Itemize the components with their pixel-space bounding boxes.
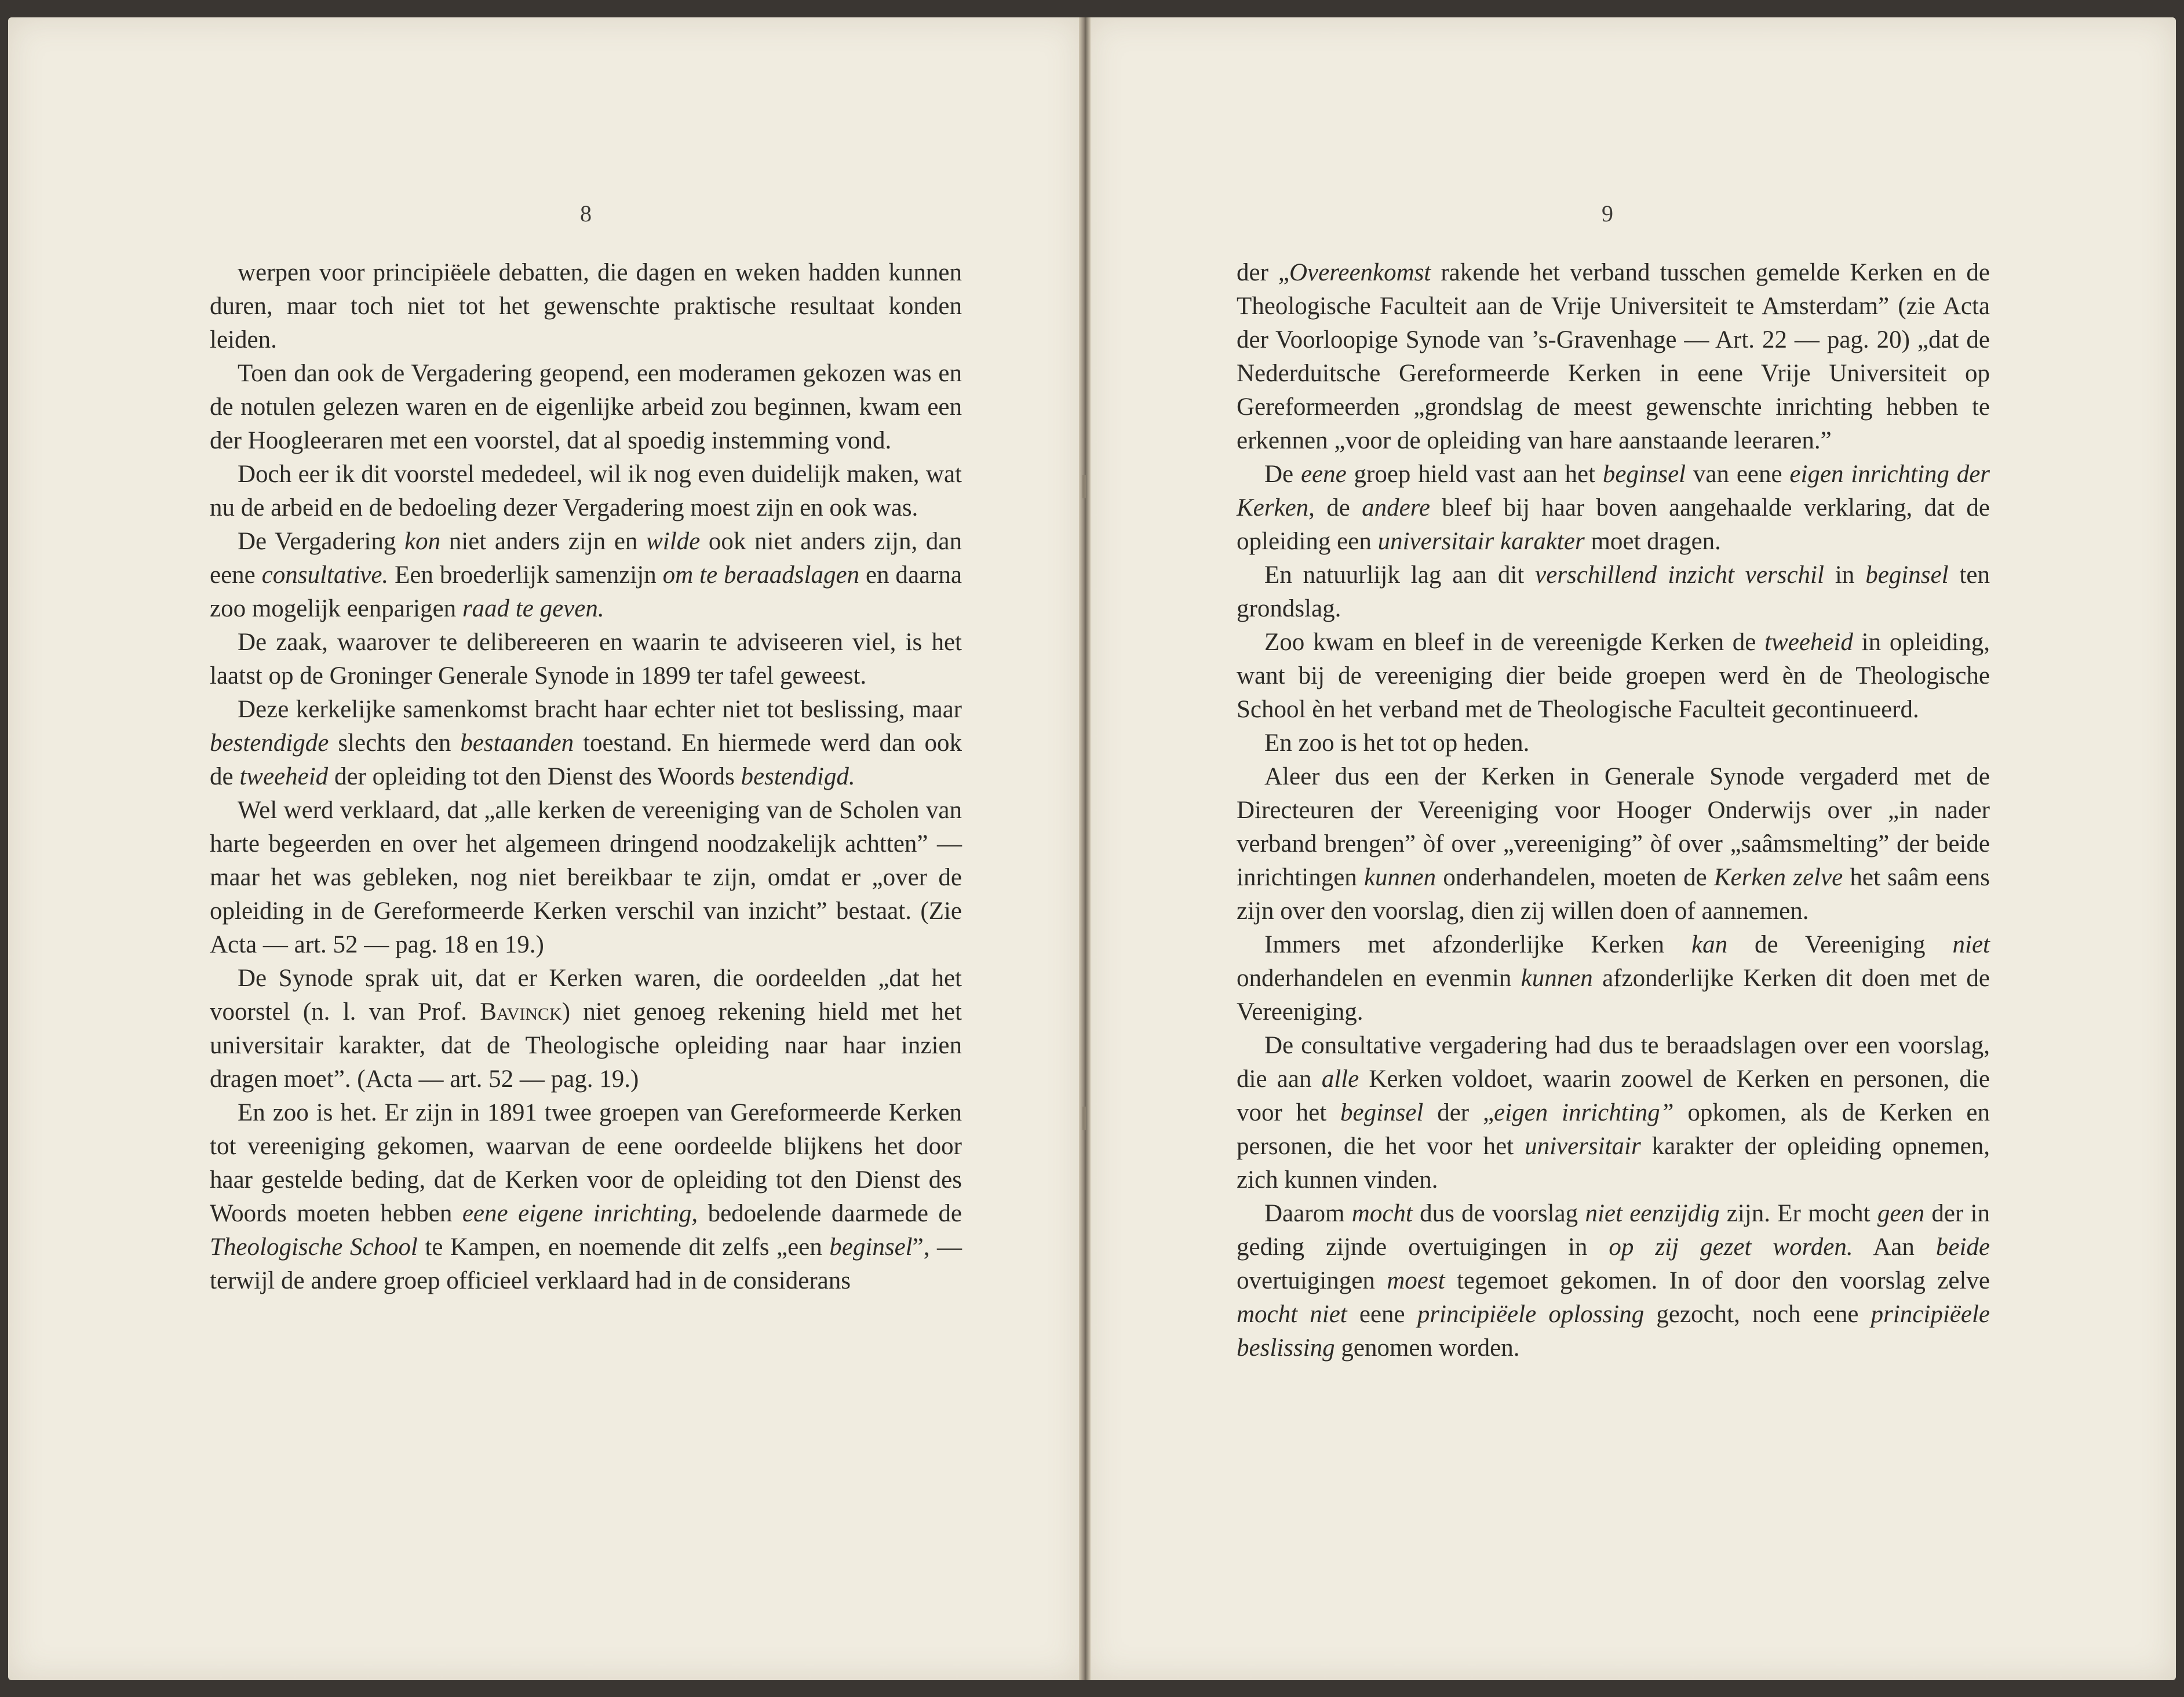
paragraph <box>1237 1197 1990 1365</box>
italic-text: eene <box>1300 461 1347 488</box>
text-run: Een broederlijk samenzijn <box>388 561 663 589</box>
text-run: in <box>1824 561 1866 589</box>
italic-text: beginsel <box>1602 461 1686 488</box>
text-run: De zaak, waarover te delibereeren en waarin te adviseeren viel, is het laatst op de Groninger Generale Synode in 1899 ter tafel geweest. <box>210 629 962 689</box>
italic-text: moest <box>1387 1267 1445 1294</box>
binding-mark <box>1082 1107 1086 1130</box>
right-page-text <box>1237 256 1990 1365</box>
text-run: zijn. Er mocht <box>1719 1200 1877 1227</box>
italic-text: geen <box>1877 1200 1925 1227</box>
text-run: En zoo is het tot op heden. <box>1264 729 1530 757</box>
text-run: Immers met afzonderlijke Kerken <box>1264 931 1691 958</box>
italic-text: kunnen <box>1521 965 1593 992</box>
text-run: eene <box>1347 1301 1417 1328</box>
italic-text: alle <box>1321 1065 1359 1093</box>
text-run: toestand. En hiermede werd dan ook de <box>210 729 962 790</box>
page-number-right: 9 <box>1602 200 1614 227</box>
paragraph <box>1237 256 1990 458</box>
italic-text: consultative. <box>261 561 389 589</box>
text-run: De <box>1264 461 1301 488</box>
paragraph <box>210 458 962 525</box>
paragraph <box>1237 1029 1990 1197</box>
italic-text: universitair karakter <box>1377 528 1585 555</box>
paragraph <box>1237 928 1990 1029</box>
text-run: Aleer dus een der Kerken in Generale Synode vergaderd met de Directeuren der Vereeniging voor Hooger Onderwijs over „in nader verband brengen” òf over „vereeniging” òf over „saâmsmelting” der beide inrichtingen <box>1237 763 1990 891</box>
text-run: de Vereeniging <box>1727 931 1953 958</box>
italic-text: bestendigde <box>210 729 329 757</box>
italic-text: tweeheid <box>1764 629 1853 656</box>
text-run: tegemoet gekomen. In of door den voorslag zelve <box>1445 1267 1990 1294</box>
italic-text: raad te geven. <box>462 595 604 622</box>
text-run: onderhandelen, moeten de <box>1436 864 1714 891</box>
text-run: En zoo is het. Er zijn in 1891 twee groepen van Gereformeerde Kerken tot vereeniging gekomen, waarvan de eene oordeelde blijkens het door haar gestelde beding, dat de Kerken voor de opleiding tot den Dienst des Woords moeten hebben <box>210 1099 962 1227</box>
italic-text: eene eigene inrichting, <box>462 1200 698 1227</box>
left-page <box>8 17 1082 1680</box>
paragraph <box>210 357 962 458</box>
paragraph <box>210 1096 962 1298</box>
text-run: Bavinck <box>480 998 562 1026</box>
text-run: ) niet genoeg rekening hield met het universitair karakter, dat de Theologische opleiding naar haar inzien dragen moet”. (Acta — art. 52 — pag. 19.) <box>210 998 962 1093</box>
text-run: Daarom <box>1264 1200 1352 1227</box>
text-run: opkomen, als de Kerken en personen, die het voor het <box>1237 1099 1990 1160</box>
italic-text: andere <box>1362 494 1430 521</box>
text-run: groep hield vast aan het <box>1346 461 1603 488</box>
italic-text: Overeenkomst <box>1289 259 1431 286</box>
text-run: Doch eer ik dit voorstel mededeel, wil ik nog even duidelijk maken, wat nu de arbeid en de bedoeling dezer Vergadering moest zijn en ook was. <box>210 461 962 521</box>
italic-text: tweeheid <box>239 763 329 790</box>
text-run: afzonderlijke Kerken dit doen met de Vereeniging. <box>1237 965 1990 1026</box>
paragraph <box>210 626 962 693</box>
italic-text: op zij gezet worden. <box>1609 1233 1853 1261</box>
text-run: ook niet anders zijn, dan eene <box>210 528 962 589</box>
italic-text: kon <box>404 528 441 555</box>
text-run: rakende het verband tusschen gemelde Kerken en de Theologische Faculteit aan de Vrije Universiteit te Amsterdam” (zie Acta der Voorloopige Synode van ’s-Gravenhage — Art. 22 — pag. 20) „dat de Nederduitsche Gereformeerde Kerken in eene Vrije Universiteit op Gereformeerden „grondslag de meest gewenschte inrichting hebben te erkennen „voor de opleiding van hare aanstaande leeraren.” <box>1237 259 1990 454</box>
italic-text: wilde <box>646 528 701 555</box>
text-run: moet dragen. <box>1584 528 1721 555</box>
text-run: te Kampen, en noemende dit zelfs „een <box>417 1233 830 1261</box>
page-number-left: 8 <box>580 200 592 227</box>
binding-mark <box>1082 475 1086 498</box>
text-run: bedoelende daarmede de <box>698 1200 962 1227</box>
paragraph <box>1237 727 1990 760</box>
text-run: Toen dan ook de Vergadering geopend, een moderamen gekozen was en de notulen gelezen waren en de eigenlijke arbeid zou beginnen, kwam een der Hoogleeraren met een voorstel, dat al spoedig instemming vond. <box>210 360 962 454</box>
italic-text: beginsel <box>829 1233 913 1261</box>
text-run: Wel werd verklaard, dat „alle kerken de vereeniging van de Scholen van harte begeerden en over het algemeen dringend noodzakelijk achtten” — maar het was gebleken, nog niet bereikbaar te zijn, omdat er „over de opleiding in de Gereformeerde Kerken verschil van inzicht” bestaat. (Zie Acta — art. 52 — pag. 18 en 19.) <box>210 797 962 958</box>
text-run: overtuigingen <box>1237 1267 1387 1294</box>
text-run: van eene <box>1686 461 1790 488</box>
italic-text: beginsel <box>1340 1099 1424 1126</box>
text-run: Kerken voldoet, waarin zoowel de Kerken en personen, die voor het <box>1237 1065 1990 1126</box>
paragraph <box>1237 760 1990 928</box>
text-run: gezocht, noch eene <box>1644 1301 1871 1328</box>
left-page-text <box>210 256 962 1298</box>
italic-text: niet <box>1952 931 1990 958</box>
italic-text: Kerken zelve <box>1713 864 1843 891</box>
text-run: Aan <box>1853 1233 1936 1261</box>
italic-text: principiëele oplossing <box>1417 1301 1645 1328</box>
paragraph <box>210 962 962 1096</box>
text-run: in opleiding, want bij de vereeniging dier beide groepen werd èn de Theologische School èn het verband met de Theologische Faculteit gecontinueerd. <box>1237 629 1990 723</box>
text-run: ten grondslag. <box>1237 561 1990 622</box>
text-run: Deze kerkelijke samenkomst bracht haar echter niet tot beslissing, maar <box>238 696 962 723</box>
text-run: onderhandelen en evenmin <box>1237 965 1521 992</box>
text-run: bleef bij haar boven aangehaalde verklaring, dat de opleiding een <box>1237 494 1990 555</box>
text-run: En natuurlijk lag aan dit <box>1264 561 1536 589</box>
italic-text: universitair <box>1525 1133 1641 1160</box>
text-run: De consultative vergadering had dus te beraadslagen over een voorslag, die aan <box>1237 1032 1990 1093</box>
italic-text: eigen inrichting” <box>1494 1099 1674 1126</box>
italic-text: verschillend inzicht verschil <box>1535 561 1824 589</box>
text-run: slechts den <box>329 729 461 757</box>
italic-text: kunnen <box>1363 864 1436 891</box>
right-page <box>1088 17 2176 1680</box>
book-gutter <box>1079 17 1091 1680</box>
paragraph <box>210 256 962 357</box>
italic-text: principiëele beslissing <box>1237 1301 1990 1362</box>
paragraph <box>210 525 962 626</box>
text-run: der „ <box>1237 259 1289 286</box>
italic-text: eigen inrichting der Kerken, <box>1237 461 1990 521</box>
italic-text: mocht niet <box>1237 1301 1347 1328</box>
italic-text: om te beraadslagen <box>662 561 860 589</box>
text-run: de <box>1314 494 1362 521</box>
paragraph <box>210 693 962 794</box>
text-run: ”, — terwijl de andere groep officieel verklaard had in de considerans <box>210 1233 962 1294</box>
paragraph <box>1237 458 1990 559</box>
italic-text: mocht <box>1351 1200 1413 1227</box>
italic-text: bestaanden <box>460 729 574 757</box>
text-run: De Synode sprak uit, dat er Kerken waren, die oordeelden „dat het voorstel (n. l. van Prof. <box>210 965 962 1026</box>
paragraph <box>210 794 962 962</box>
italic-text: bestendigd. <box>741 763 855 790</box>
text-run: karakter der opleiding opnemen, zich kunnen vinden. <box>1237 1133 1990 1194</box>
italic-text: niet eenzijdig <box>1585 1200 1720 1227</box>
text-run: der „ <box>1423 1099 1494 1126</box>
italic-text: Theologische School <box>210 1233 418 1261</box>
italic-text: kan <box>1691 931 1728 958</box>
text-run: werpen voor principiëele debatten, die dagen en weken hadden kunnen duren, maar toch niet tot het gewenschte praktische resultaat konden leiden. <box>210 259 962 353</box>
text-run: niet anders zijn en <box>440 528 647 555</box>
paragraph <box>1237 559 1990 626</box>
text-run: dus de voorslag <box>1412 1200 1585 1227</box>
italic-text: beginsel <box>1865 561 1949 589</box>
text-run: De Vergadering <box>238 528 404 555</box>
text-run: der in geding zijnde overtuigingen in <box>1237 1200 1990 1261</box>
text-run: genomen worden. <box>1335 1334 1520 1362</box>
text-run: en daarna zoo mogelijk eenparigen <box>210 561 962 622</box>
text-run: der opleiding tot den Dienst des Woords <box>328 763 741 790</box>
text-run: het saâm eens zijn over den voorslag, dien zij willen doen of aannemen. <box>1237 864 1990 925</box>
text-run: Zoo kwam en bleef in de vereenigde Kerken de <box>1264 629 1765 656</box>
paragraph <box>1237 626 1990 727</box>
italic-text: beide <box>1935 1233 1990 1261</box>
